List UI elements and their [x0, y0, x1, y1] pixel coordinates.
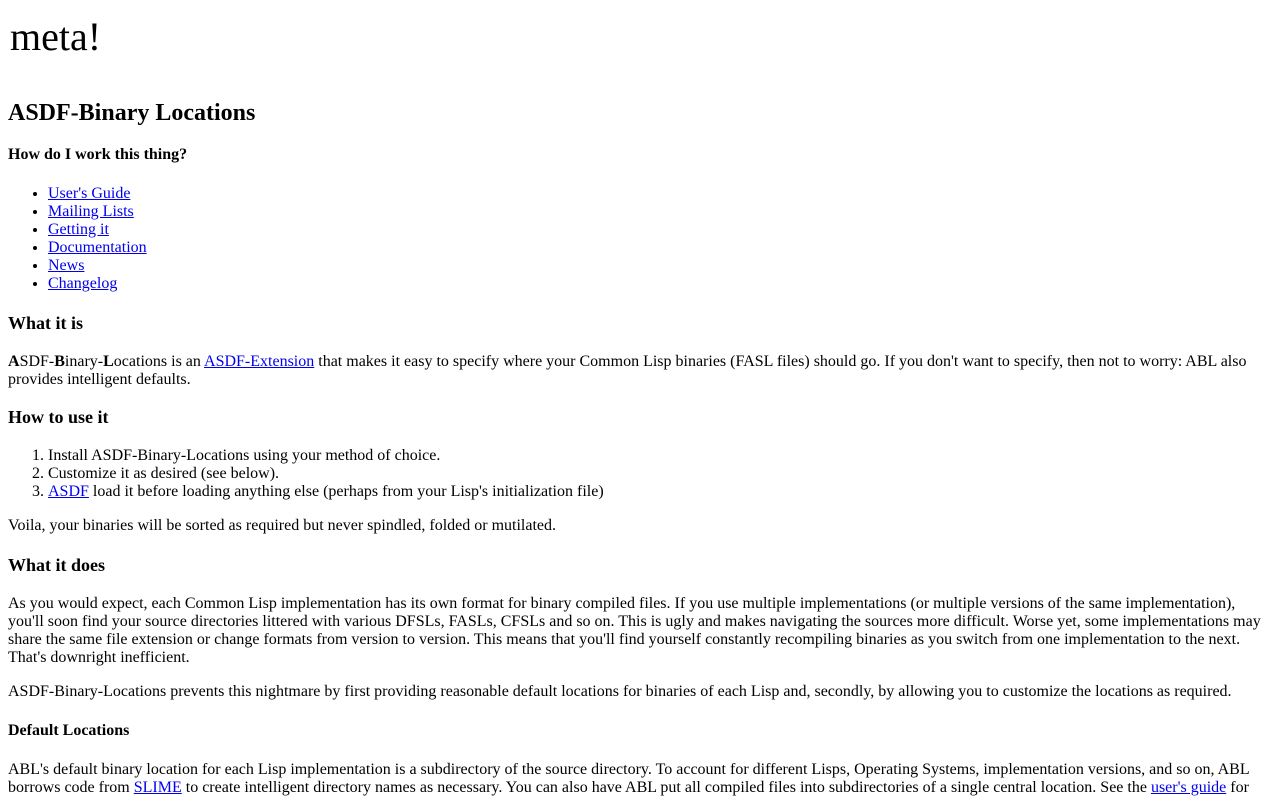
text-ocations: ocations is an	[113, 353, 205, 370]
nav-link-users-guide[interactable]: User's Guide	[48, 185, 131, 202]
nav-link-documentation[interactable]: Documentation	[48, 239, 147, 256]
default-locations-heading: Default Locations	[8, 722, 130, 739]
text-sdf: SDF-	[19, 353, 55, 370]
site-logo[interactable]	[8, 0, 1272, 76]
letter-l: L	[103, 353, 114, 370]
step-load	[48, 483, 1272, 501]
meta-logo-icon	[8, 10, 104, 62]
nav-link-mailing-lists[interactable]: Mailing Lists	[48, 203, 134, 220]
nav-item-news	[48, 257, 1272, 275]
letter-b: B	[54, 353, 65, 370]
how-to-use-heading: How to use it	[8, 407, 109, 427]
what-it-does-heading: What it does	[8, 555, 106, 575]
text-inary: inary-	[64, 353, 104, 370]
slime-link[interactable]: SLIME	[133, 779, 182, 796]
default-locations-paragraph	[8, 761, 1272, 797]
asdf-extension-link[interactable]: ASDF-Extension	[204, 353, 315, 370]
nav-item-documentation	[48, 239, 1272, 257]
what-it-does-paragraph-2: ASDF-Binary-Locations prevents this nightmare by first providing reasonable default locations for binaries of each Lisp and, secondly, by allowing you to customize the locations as required.	[8, 683, 1232, 700]
what-it-does-paragraph-1: As you would expect, each Common Lisp implementation has its own format for binary compiled files. If you use multiple implementations (or multiple versions of the same implementation), you'll soon find your source directories littered with various DFSLs, FASLs, CFSLs and so on. This is ugly and makes navigating the sources more difficult. Worse yet, some implementations may share the same file extension or change formats from version to version. This means that you'll find yourself constantly recompiling binaries as you switch from one implementation to the next. That's downright inefficient.	[8, 595, 1261, 666]
users-guide-link[interactable]: user's guide	[1150, 779, 1227, 796]
nav-item-mailing-lists	[48, 203, 1272, 221]
default-locations-text-3: for	[1226, 779, 1249, 796]
what-it-is-rest: that makes it easy to specify where your Common Lisp binaries (FASL files) should go. If you don't want to specify, then not to worry: ABL also provides intelligent defaults.	[8, 353, 1247, 388]
nav-item-users-guide	[48, 185, 1272, 203]
nav-link-changelog[interactable]: Changelog	[48, 275, 118, 292]
logo-text: meta!	[10, 14, 102, 59]
step-load-text: load it before loading anything else (perhaps from your Lisp's initialization file)	[88, 483, 604, 500]
what-it-is-paragraph	[8, 353, 1272, 389]
default-locations-text-1: ABL's default binary location for each Lisp implementation is a subdirectory of the source directory. To account for different Lisps, Operating Systems, implementation versions, and so on, ABL borrows code from	[8, 761, 1250, 796]
default-locations-text-2: to create intelligent directory names as necessary. You can also have ABL put all compiled files into subdirectories of a single central location. See the	[181, 779, 1151, 796]
steps-list	[8, 447, 1272, 501]
nav-link-news[interactable]: News	[48, 257, 85, 274]
what-it-is-heading: What it is	[8, 313, 84, 333]
step-customize: 2. Customize it as desired (see below).	[48, 465, 1272, 483]
step-install: 1. Install ASDF-Binary-Locations using your method of choice.	[48, 447, 1272, 465]
asdf-link[interactable]: ASDF	[48, 483, 89, 500]
nav-item-getting-it	[48, 221, 1272, 239]
letter-a: A	[8, 353, 20, 370]
page-title: ASDF-Binary Locations	[8, 100, 256, 126]
nav-link-getting-it[interactable]: Getting it	[48, 221, 109, 238]
nav-list	[8, 185, 1272, 293]
howto-heading: How do I work this thing?	[8, 146, 188, 163]
voila-paragraph: Voila, your binaries will be sorted as required but never spindled, folded or mutilated.	[8, 517, 557, 534]
nav-item-changelog	[48, 275, 1272, 293]
